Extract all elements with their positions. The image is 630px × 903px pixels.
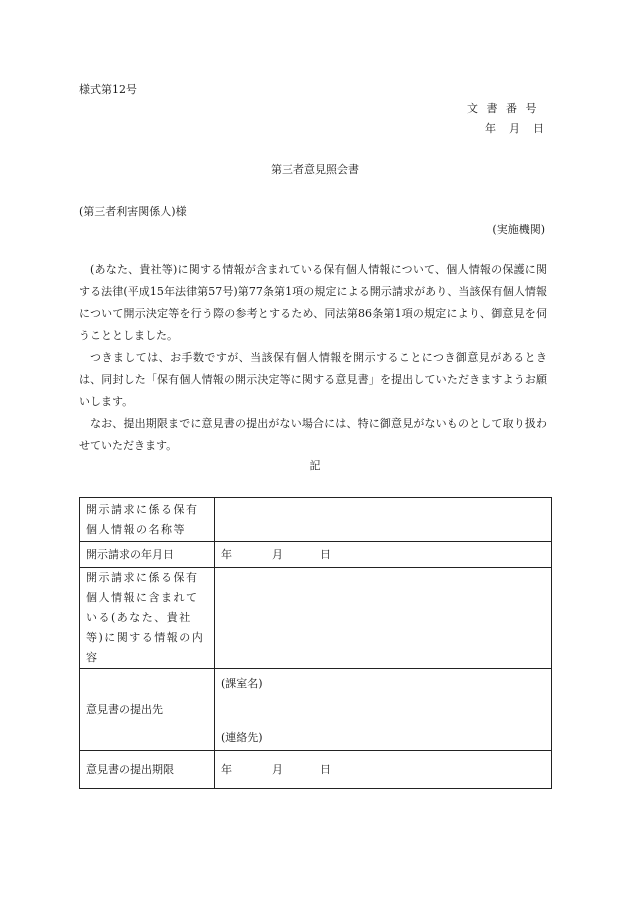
- row-value-info-content: [215, 568, 552, 669]
- ki-heading: 記: [309, 459, 321, 472]
- table-row: [80, 751, 552, 789]
- row-value-request-date: [215, 542, 552, 568]
- implementing-agency: (実施機関): [492, 223, 545, 236]
- row-label-info-name: 開示請求に係る保有個人情報の名称等: [80, 498, 215, 542]
- table-row: [80, 568, 552, 669]
- row-value-info-name: [215, 498, 552, 542]
- date-month-label: 月: [272, 762, 283, 776]
- body-text: [79, 259, 547, 457]
- info-table: [79, 497, 552, 789]
- row-value-submission-dest: [215, 669, 552, 751]
- addressee: (第三者利害関係人)様: [79, 205, 187, 218]
- date-day-label: 日: [320, 547, 331, 561]
- date-day-label: 日: [320, 762, 331, 776]
- row-label-deadline: 意見書の提出期限: [80, 751, 215, 789]
- date-month-label: 月: [272, 547, 283, 561]
- table-row: [80, 542, 552, 568]
- row-label-request-date: 開示請求の年月日: [80, 542, 215, 568]
- date-year-label: 年: [221, 547, 232, 561]
- body-paragraph: (あなた、貴社等)に関する情報が含まれている保有個人情報について、個人情報の保護に関する法律(平成15年法律第57号)第77条第1項の規定による開示請求があり、当該保有個人情報について開示決定等を行う際の参考とするため、同法第86条第1項の規定により、御意見を伺うこととしました。: [79, 263, 547, 342]
- row-label-info-content: 開示請求に係る保有個人情報に含まれている(あなた、貴社等)に関する情報の内容: [80, 568, 215, 669]
- date-year-label: 年: [221, 762, 232, 776]
- table-row: [80, 669, 552, 751]
- row-value-deadline: [215, 751, 552, 789]
- dept-name-label: (課室名): [221, 676, 263, 690]
- contact-label: (連絡先): [221, 730, 263, 744]
- body-paragraph: つきましては、お手数ですが、当該保有個人情報を開示することにつき御意見があるときは、同封した「保有個人情報の開示決定等に関する意見書」を提出していただきますようお願いします。: [79, 351, 547, 408]
- issue-date: 年 月 日: [485, 122, 545, 135]
- form-number: 様式第12号: [79, 83, 137, 96]
- row-label-submission-dest: 意見書の提出先: [80, 669, 215, 751]
- document-number: 文書番号: [467, 102, 545, 115]
- body-paragraph: なお、提出期限までに意見書の提出がない場合には、特に御意見がないものとして取り扱わせていただきます。: [79, 417, 547, 452]
- table-row: [80, 498, 552, 542]
- page-title: 第三者意見照会書: [271, 163, 359, 176]
